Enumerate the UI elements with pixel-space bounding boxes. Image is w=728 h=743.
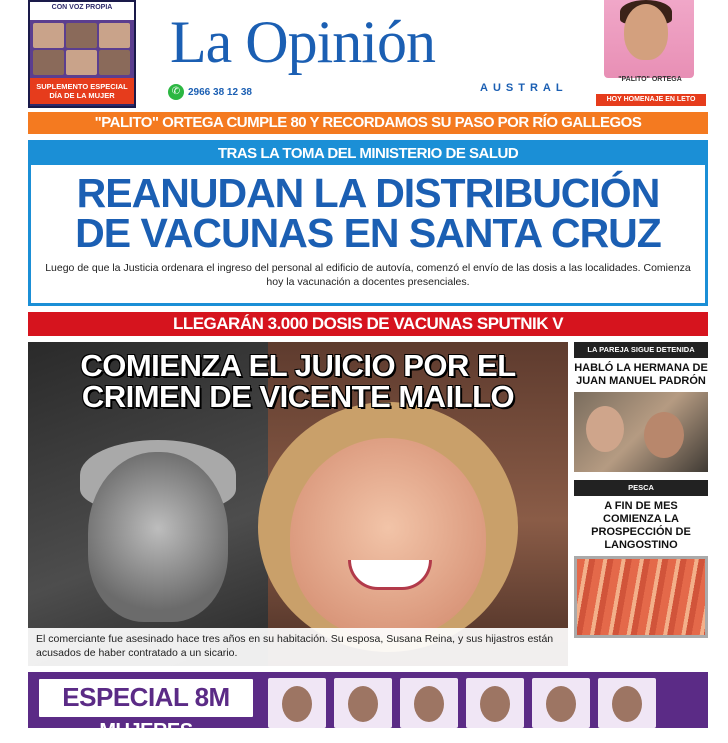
lead-summary: Luego de que la Justicia ordenara el ingreso del personal al edificio de autovía, comenzó el envío de las dosis a las localidades. Comienza hoy la vacunación a docentes presenciales. <box>45 262 691 288</box>
side-column <box>574 342 708 638</box>
supplement-promo-photos <box>30 20 134 78</box>
palito-ortega-promo[interactable] <box>590 0 708 106</box>
supplement-promo-label: SUPLEMENTO ESPECIAL DÍA DE LA MUJER <box>30 78 134 104</box>
shrimp-photo <box>574 556 708 638</box>
top-teaser-bar[interactable]: "PALITO" ORTEGA CUMPLE 80 Y RECORDAMOS SU PASO POR RÍO GALLEGOS <box>28 112 708 134</box>
trial-headline-line1: COMIENZA EL JUICIO POR EL <box>80 348 516 383</box>
couple-photo <box>574 392 708 472</box>
side-headline: A FIN DE MES COMIENZA LA PROSPECCIÓN DE LANGOSTINO <box>591 500 691 551</box>
supplement-promo-top: CON VOZ PROPIA <box>30 2 134 20</box>
promo-caption: "PALITO" ORTEGA <box>618 76 682 83</box>
trial-headline <box>28 350 568 412</box>
supplement-promo[interactable] <box>28 0 136 108</box>
logo-text: La Opinión <box>170 9 435 75</box>
vaccine-teaser-bar[interactable]: LLEGARÁN 3.000 DOSIS DE VACUNAS SPUTNIK V <box>28 312 708 336</box>
side-headline: HABLÓ LA HERMANA DE JUAN MANUEL PADRÓN <box>574 362 708 387</box>
side-kicker: PESCA <box>574 480 708 496</box>
side-kicker: LA PAREJA SIGUE DETENIDA <box>574 342 708 358</box>
side-story-padron[interactable] <box>574 342 708 472</box>
special-8m-label: ESPECIAL 8M <box>36 676 256 720</box>
lead-kicker: TRAS LA TOMA DEL MINISTERIO DE SALUD <box>31 143 705 165</box>
trial-caption: El comerciante fue asesinado hace tres años en su habitación. Su esposa, Susana Reina, y sus hijastros están acusados de haber contratado a un sicario. <box>28 628 568 666</box>
trial-headline-line2: CRIMEN DE VICENTE MAILLO <box>81 379 515 414</box>
lead-headline-line2: DE VACUNAS EN SANTA CRUZ <box>75 210 661 256</box>
lead-headline-line1: REANUDAN LA DISTRIBUCIÓN <box>76 170 660 216</box>
lead-headline <box>31 170 705 256</box>
promo-tag: HOY HOMENAJE EN LETO <box>596 94 706 106</box>
victim-photo <box>88 452 228 622</box>
whatsapp-icon: ✆ <box>168 84 184 100</box>
lead-story[interactable] <box>28 140 708 306</box>
women-special-strip[interactable] <box>28 672 708 742</box>
side-story-langostino[interactable] <box>574 480 708 638</box>
accused-photo <box>290 438 486 638</box>
phone-number: 2966 38 12 38 <box>188 86 252 98</box>
special-8m-sublabel: MUJERES <box>99 720 193 742</box>
trial-story[interactable] <box>28 342 568 666</box>
contact-phone[interactable] <box>168 84 252 100</box>
logo-subtitle: AUSTRAL <box>480 82 568 94</box>
women-photos <box>268 678 656 728</box>
